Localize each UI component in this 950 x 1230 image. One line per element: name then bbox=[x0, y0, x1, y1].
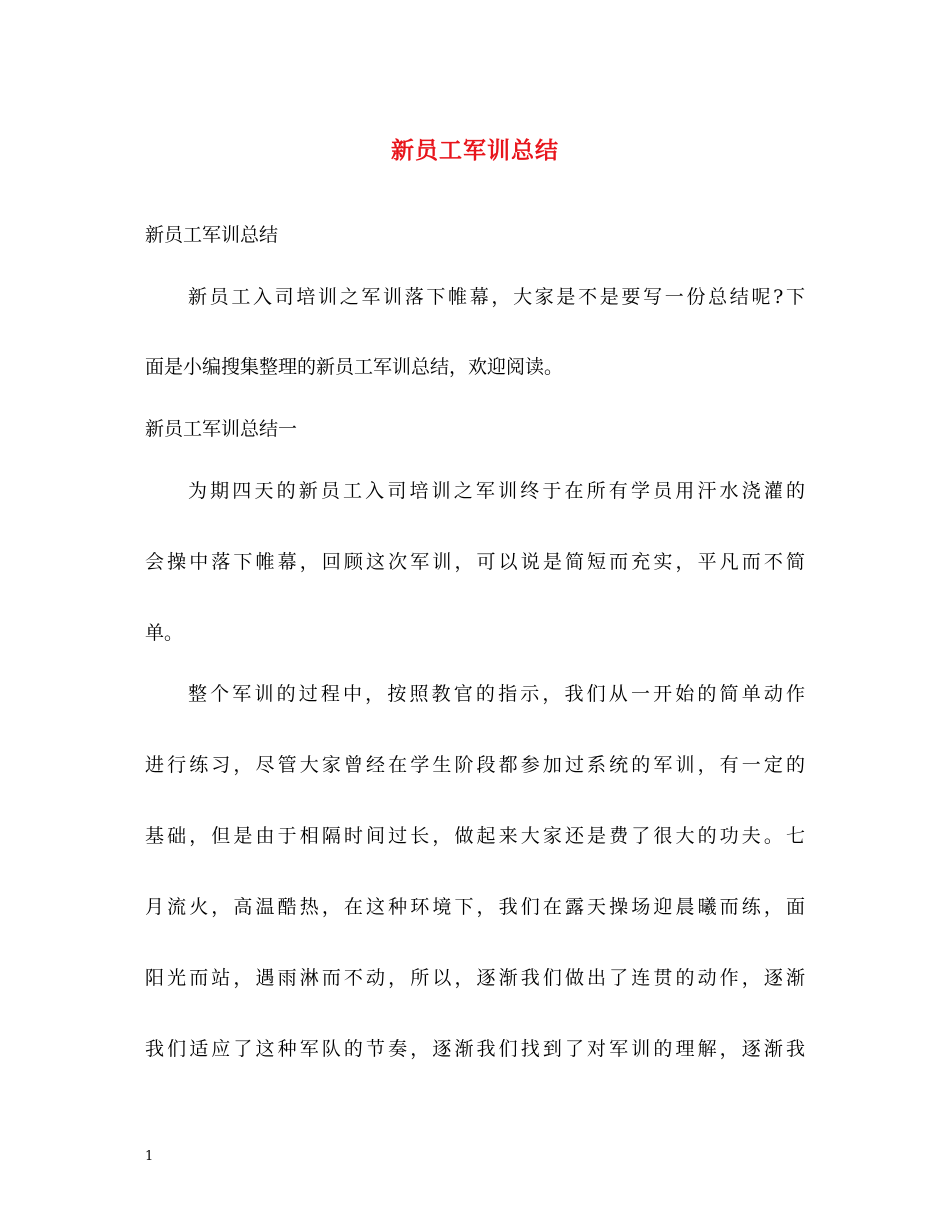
paragraph-line: 月流火，高温酷热，在这种环境下，我们在露天操场迎晨曦而练，面 bbox=[145, 896, 805, 918]
paragraph-line: 会操中落下帷幕，回顾这次军训，可以说是简短而充实，平凡而不简 bbox=[145, 551, 805, 573]
document-title: 新员工军训总结 bbox=[391, 137, 559, 164]
paragraph-line: 整个军训的过程中，按照教官的指示，我们从一开始的简单动作 bbox=[188, 683, 805, 705]
paragraph-line: 进行练习，尽管大家曾经在学生阶段都参加过系统的军训，有一定的 bbox=[145, 754, 805, 776]
paragraph-line: 为期四天的新员工入司培训之军训终于在所有学员用汗水浇灌的 bbox=[188, 480, 805, 502]
paragraph-line: 我们适应了这种军队的节奏，逐渐我们找到了对军训的理解，逐渐我 bbox=[145, 1038, 805, 1060]
section-heading: 新员工军训总结 bbox=[145, 224, 279, 246]
paragraph-line: 阳光而站，遇雨淋而不动，所以，逐渐我们做出了连贯的动作，逐渐 bbox=[145, 967, 805, 989]
paragraph-line: 单。 bbox=[145, 622, 184, 644]
paragraph-line: 新员工入司培训之军训落下帷幕，大家是不是要写一份总结呢?下 bbox=[188, 286, 805, 308]
section-heading: 新员工军训总结一 bbox=[145, 418, 298, 440]
page-number: 1 bbox=[145, 1149, 154, 1164]
paragraph-line: 基础，但是由于相隔时间过长，做起来大家还是费了很大的功夫。七 bbox=[145, 825, 805, 847]
paragraph-line: 面是小编搜集整理的新员工军训总结，欢迎阅读。 bbox=[145, 356, 564, 378]
